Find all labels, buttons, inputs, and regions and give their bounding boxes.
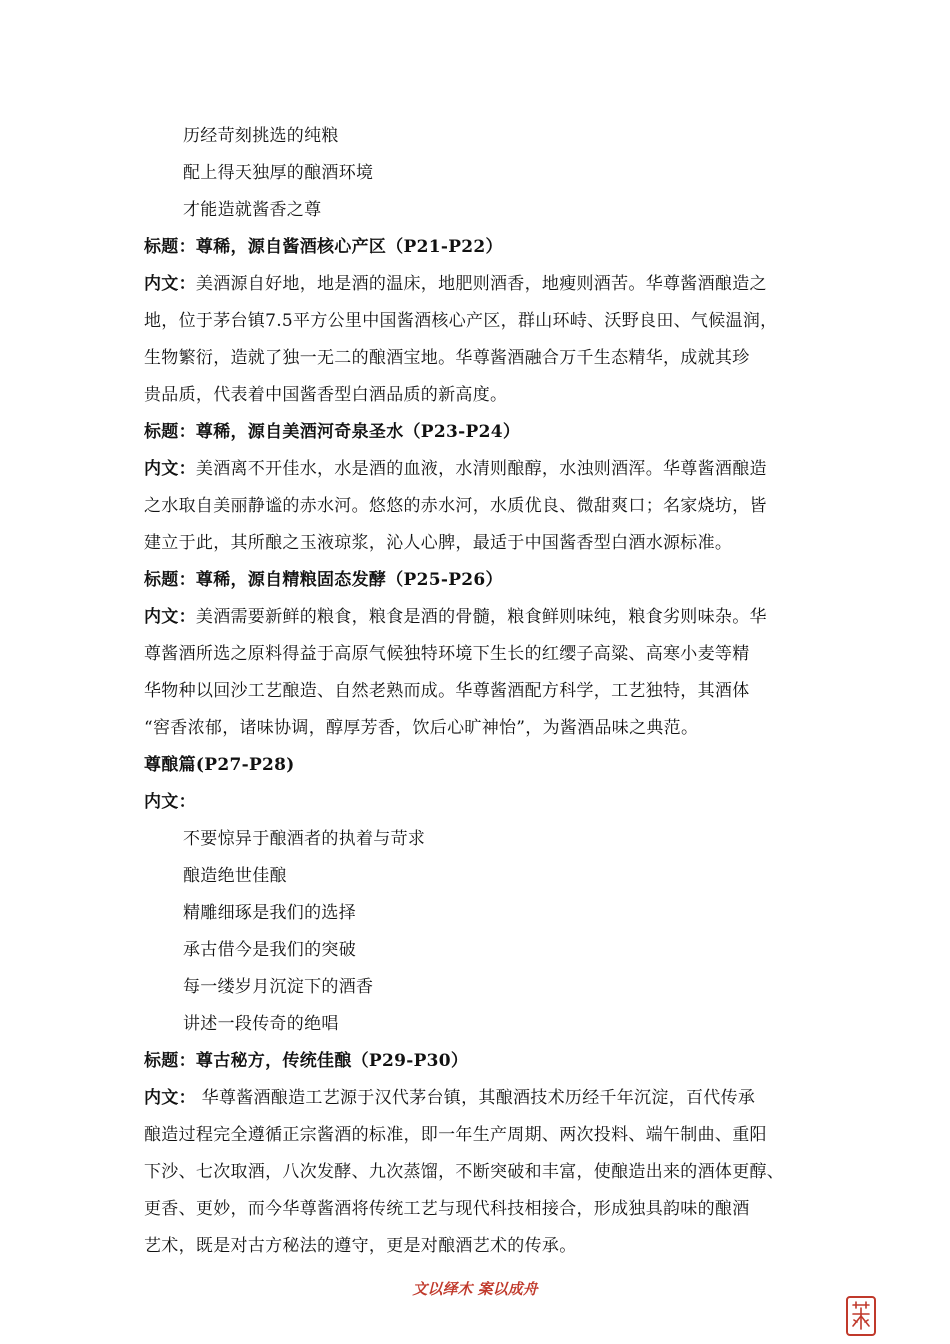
body-label: 内文： <box>144 607 196 627</box>
section-title: 标题：尊稀，源自美酒河奇泉圣水（P23-P24） <box>144 422 521 442</box>
body-line: 生物繁衍，造就了独一无二的酿酒宝地。华尊酱酒融合万千生态精华，成就其珍 <box>144 348 750 368</box>
footer-slogan: 文以绎木 案以成舟 <box>412 1280 538 1298</box>
body-line: 尊酱酒所选之原料得益于高原气候独特环境下生长的红缨子高粱、高寒小麦等精 <box>144 644 750 664</box>
poem-line: 每一缕岁月沉淀下的酒香 <box>183 977 374 997</box>
body-text: 华尊酱酒酿造工艺源于汉代茅台镇，其酿酒技术历经千年沉淀，百代传承 <box>195 1088 756 1108</box>
poem-line: 酿造绝世佳酿 <box>183 866 287 886</box>
document-body <box>144 118 816 1265</box>
body-text: 美酒源自好地，地是酒的温床，地肥则酒香，地瘦则酒苦。华尊酱酒酿造之 <box>195 274 767 294</box>
body-text: 美酒需要新鲜的粮食，粮食是酒的骨髓，粮食鲜则味纯，粮食劣则味杂。华 <box>195 607 767 627</box>
body-line: 华物种以回沙工艺酿造、自然老熟而成。华尊酱酒配方科学，工艺独特，其酒体 <box>144 681 750 701</box>
poem-line: 配上得天独厚的酿酒环境 <box>183 163 374 183</box>
poem-line: 不要惊异于酿酒者的执着与苛求 <box>183 829 426 849</box>
body-line: 酿造过程完全遵循正宗酱酒的标准，即一年生产周期、两次投料、端午制曲、重阳 <box>144 1125 767 1145</box>
poem-line: 精雕细琢是我们的选择 <box>183 903 356 923</box>
body-label: 内文： <box>144 792 196 812</box>
body-line: 地，位于茅台镇7.5平方公里中国酱酒核心产区，群山环峙、沃野良田、气候温润， <box>144 311 778 331</box>
section-title: 尊酿篇(P27-P28) <box>144 755 295 775</box>
poem-line: 承古借今是我们的突破 <box>183 940 356 960</box>
body-label: 内文： <box>144 274 196 294</box>
body-line: 贵品质，代表着中国酱香型白酒品质的新高度。 <box>144 385 508 405</box>
body-line: “窖香浓郁，诸味协调，醇厚芳香，饮后心旷神怡”，为酱酒品味之典范。 <box>144 718 699 738</box>
body-label: 内文： <box>144 1088 196 1108</box>
body-line <box>144 1080 816 1117</box>
body-line: 下沙、七次取酒，八次发酵、九次蒸馏，不断突破和丰富，使酿造出来的酒体更醇、 <box>144 1162 785 1182</box>
section-title: 标题：尊稀，源自酱酒核心产区（P21-P22） <box>144 237 503 257</box>
body-line <box>144 451 816 488</box>
section-title: 标题：尊稀，源自精粮固态发酵（P25-P26） <box>144 570 503 590</box>
seal-stamp-icon <box>846 1296 876 1336</box>
poem-line: 才能造就酱香之尊 <box>183 200 322 220</box>
body-line: 之水取自美丽静谧的赤水河。悠悠的赤水河，水质优良、微甜爽口；名家烧坊，皆 <box>144 496 767 516</box>
body-line: 建立于此，其所酿之玉液琼浆，沁人心脾，最适于中国酱香型白酒水源标准。 <box>144 533 733 553</box>
body-line: 更香、更妙，而今华尊酱酒将传统工艺与现代科技相接合，形成独具韵味的酿酒 <box>144 1199 750 1219</box>
section-title: 标题：尊古秘方，传统佳酿（P29-P30） <box>144 1051 469 1071</box>
seal-glyph <box>848 1298 874 1334</box>
body-label: 内文： <box>144 459 196 479</box>
body-text: 美酒离不开佳水，水是酒的血液，水清则酿醇，水浊则酒浑。华尊酱酒酿造 <box>195 459 767 479</box>
poem-line: 讲述一段传奇的绝唱 <box>183 1014 339 1034</box>
body-line <box>144 266 816 303</box>
body-line <box>144 599 816 636</box>
poem-line: 历经苛刻挑选的纯粮 <box>183 126 339 146</box>
body-line: 艺术，既是对古方秘法的遵守，更是对酿酒艺术的传承。 <box>144 1236 577 1256</box>
